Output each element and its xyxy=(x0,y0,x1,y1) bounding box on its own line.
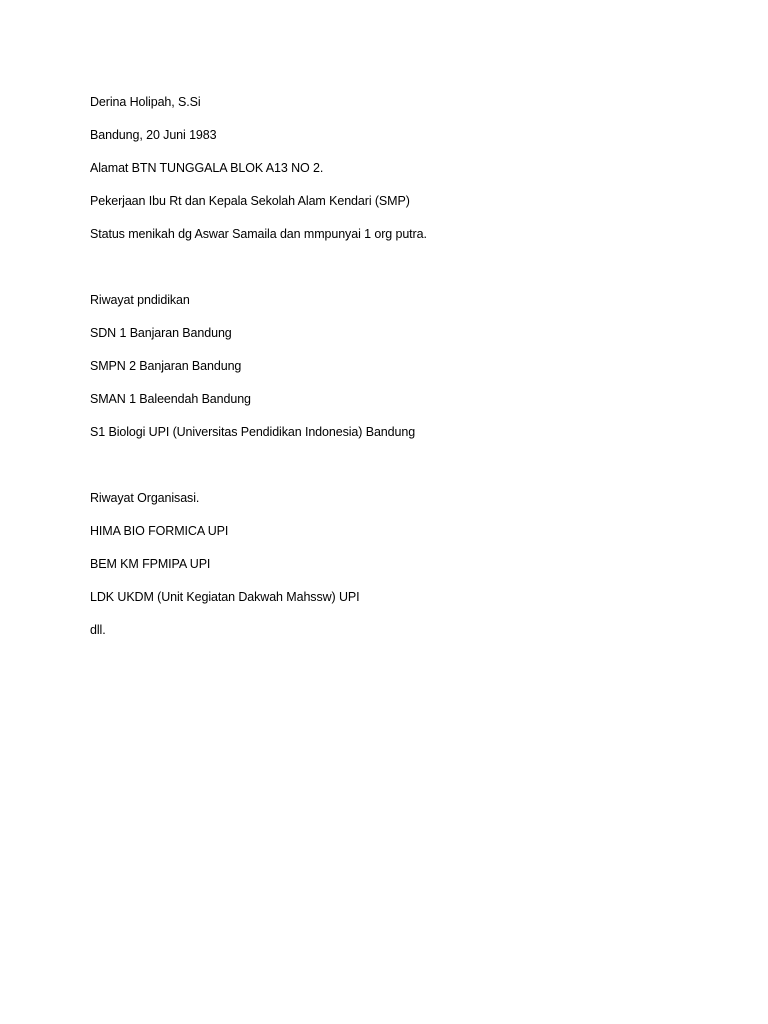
education-item: SMPN 2 Banjaran Bandung xyxy=(90,359,242,373)
organization-heading: Riwayat Organisasi. xyxy=(90,491,200,505)
birth-place-date: Bandung, 20 Juni 1983 xyxy=(90,128,217,142)
document-page xyxy=(90,94,730,655)
education-item: SMAN 1 Baleendah Bandung xyxy=(90,392,251,406)
marital-status-line: Status menikah dg Aswar Samaila dan mmpunyai 1 org putra. xyxy=(90,227,427,241)
education-item: SDN 1 Banjaran Bandung xyxy=(90,326,232,340)
occupation-line: Pekerjaan Ibu Rt dan Kepala Sekolah Alam Kendari (SMP) xyxy=(90,194,410,208)
organization-item: LDK UKDM (Unit Kegiatan Dakwah Mahssw) UPI xyxy=(90,590,360,604)
education-heading: Riwayat pndidikan xyxy=(90,293,190,307)
organization-item: HIMA BIO FORMICA UPI xyxy=(90,524,229,538)
education-item: S1 Biologi UPI (Universitas Pendidikan Indonesia) Bandung xyxy=(90,425,416,439)
person-name: Derina Holipah, S.Si xyxy=(90,95,201,109)
section-spacer xyxy=(90,259,730,292)
address-line: Alamat BTN TUNGGALA BLOK A13 NO 2. xyxy=(90,161,324,175)
section-spacer xyxy=(90,457,730,490)
organization-item: dll. xyxy=(90,623,106,637)
organization-item: BEM KM FPMIPA UPI xyxy=(90,557,211,571)
